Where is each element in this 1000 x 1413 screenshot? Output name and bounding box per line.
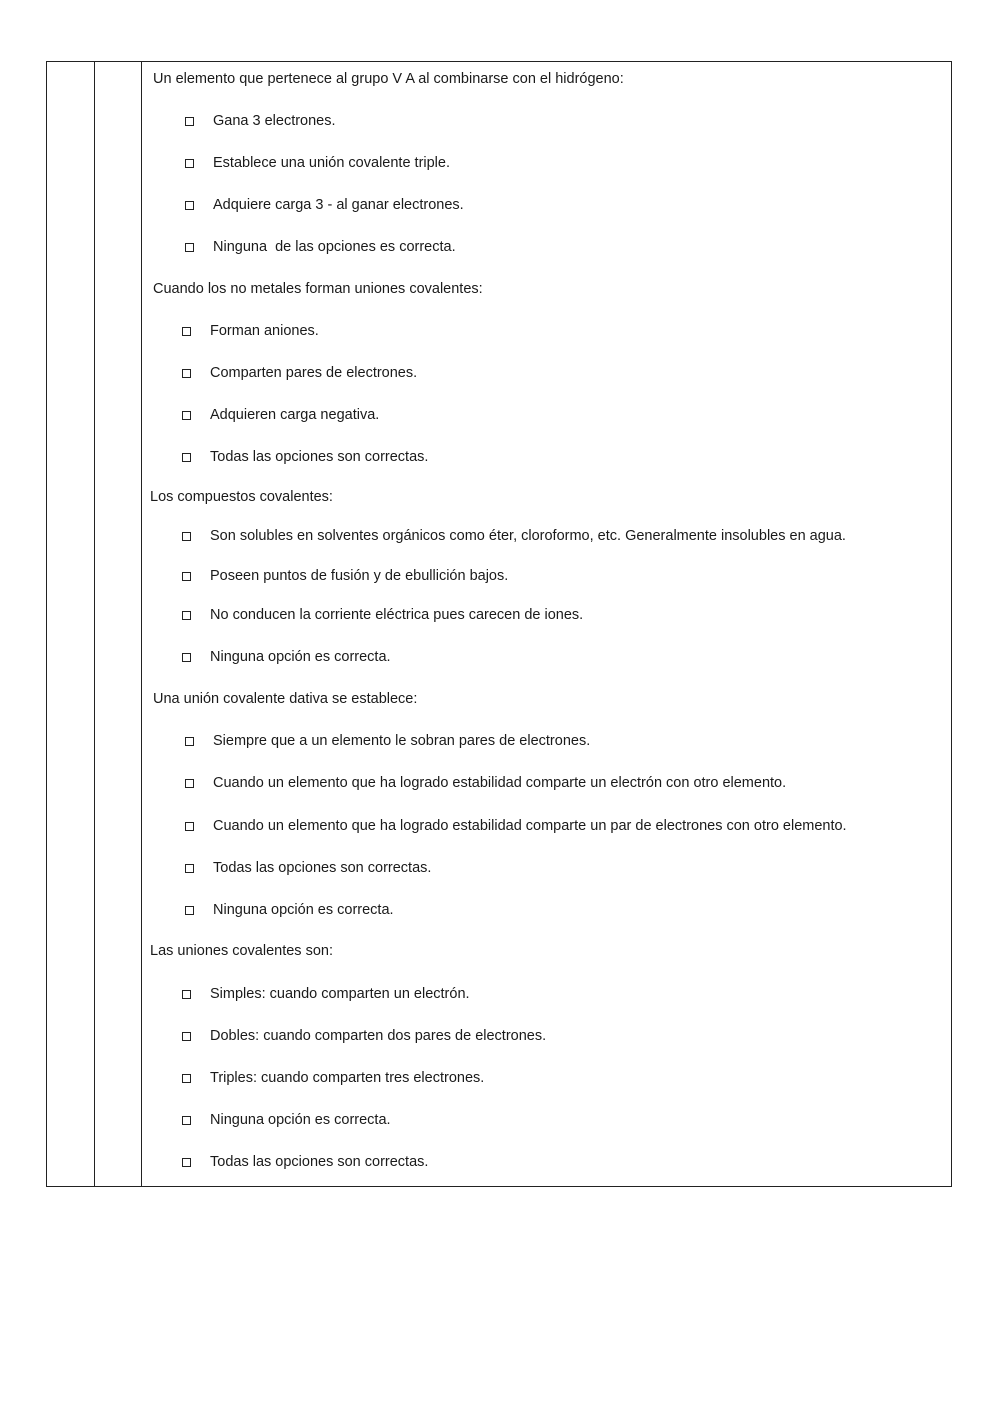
checkbox-icon[interactable] bbox=[182, 572, 191, 581]
checkbox-icon[interactable] bbox=[182, 453, 191, 462]
question-1-option[interactable]: Ninguna de las opciones es correcta. bbox=[185, 239, 456, 255]
question-4-prompt: Una unión covalente dativa se establece: bbox=[153, 691, 418, 707]
question-3-option[interactable]: No conducen la corriente eléctrica pues carecen de iones. bbox=[182, 607, 583, 623]
question-5-option[interactable]: Dobles: cuando comparten dos pares de electrones. bbox=[182, 1028, 546, 1044]
question-4-option[interactable]: Todas las opciones son correctas. bbox=[185, 860, 431, 876]
checkbox-icon[interactable] bbox=[182, 411, 191, 420]
checkbox-icon[interactable] bbox=[182, 1032, 191, 1041]
questions-content bbox=[47, 62, 951, 1186]
checkbox-icon[interactable] bbox=[185, 906, 194, 915]
checkbox-icon[interactable] bbox=[182, 327, 191, 336]
questions-table bbox=[46, 61, 952, 1187]
checkbox-icon[interactable] bbox=[182, 1116, 191, 1125]
question-2-option[interactable]: Todas las opciones son correctas. bbox=[182, 449, 428, 465]
checkbox-icon[interactable] bbox=[185, 822, 194, 831]
checkbox-icon[interactable] bbox=[185, 737, 194, 746]
checkbox-icon[interactable] bbox=[185, 243, 194, 252]
question-5-option[interactable]: Todas las opciones son correctas. bbox=[182, 1154, 428, 1170]
question-4-option[interactable]: Cuando un elemento que ha logrado estabilidad comparte un par de electrones con otro elemento. bbox=[185, 818, 847, 834]
question-4-option[interactable]: Ninguna opción es correcta. bbox=[185, 902, 394, 918]
checkbox-icon[interactable] bbox=[182, 369, 191, 378]
question-1-option[interactable]: Establece una unión covalente triple. bbox=[185, 155, 450, 171]
question-3-option[interactable]: Poseen puntos de fusión y de ebullición bajos. bbox=[182, 568, 508, 584]
question-5-option[interactable]: Ninguna opción es correcta. bbox=[182, 1112, 391, 1128]
checkbox-icon[interactable] bbox=[185, 201, 194, 210]
question-4-option[interactable]: Cuando un elemento que ha logrado estabilidad comparte un electrón con otro elemento. bbox=[185, 775, 786, 791]
question-2-option[interactable]: Comparten pares de electrones. bbox=[182, 365, 417, 381]
question-3-option[interactable]: Son solubles en solventes orgánicos como éter, cloroformo, etc. Generalmente insolubles en agua. bbox=[182, 528, 846, 544]
question-2-option[interactable]: Forman aniones. bbox=[182, 323, 319, 339]
checkbox-icon[interactable] bbox=[182, 1074, 191, 1083]
checkbox-icon[interactable] bbox=[182, 1158, 191, 1167]
question-3-option[interactable]: Ninguna opción es correcta. bbox=[182, 649, 391, 665]
question-1-option[interactable]: Gana 3 electrones. bbox=[185, 113, 336, 129]
checkbox-icon[interactable] bbox=[182, 990, 191, 999]
checkbox-icon[interactable] bbox=[185, 864, 194, 873]
question-3-prompt: Los compuestos covalentes: bbox=[150, 489, 333, 505]
checkbox-icon[interactable] bbox=[182, 653, 191, 662]
checkbox-icon[interactable] bbox=[185, 159, 194, 168]
question-4-option[interactable]: Siempre que a un elemento le sobran pares de electrones. bbox=[185, 733, 590, 749]
question-1-option[interactable]: Adquiere carga 3 - al ganar electrones. bbox=[185, 197, 464, 213]
checkbox-icon[interactable] bbox=[185, 117, 194, 126]
checkbox-icon[interactable] bbox=[182, 611, 191, 620]
checkbox-icon[interactable] bbox=[182, 532, 191, 541]
question-1-prompt: Un elemento que pertenece al grupo V A al combinarse con el hidrógeno: bbox=[153, 71, 624, 87]
question-5-option[interactable]: Simples: cuando comparten un electrón. bbox=[182, 986, 470, 1002]
checkbox-icon[interactable] bbox=[185, 779, 194, 788]
question-2-option[interactable]: Adquieren carga negativa. bbox=[182, 407, 379, 423]
question-5-option[interactable]: Triples: cuando comparten tres electrones. bbox=[182, 1070, 484, 1086]
question-2-prompt: Cuando los no metales forman uniones covalentes: bbox=[153, 281, 483, 297]
question-5-prompt: Las uniones covalentes son: bbox=[150, 943, 333, 959]
